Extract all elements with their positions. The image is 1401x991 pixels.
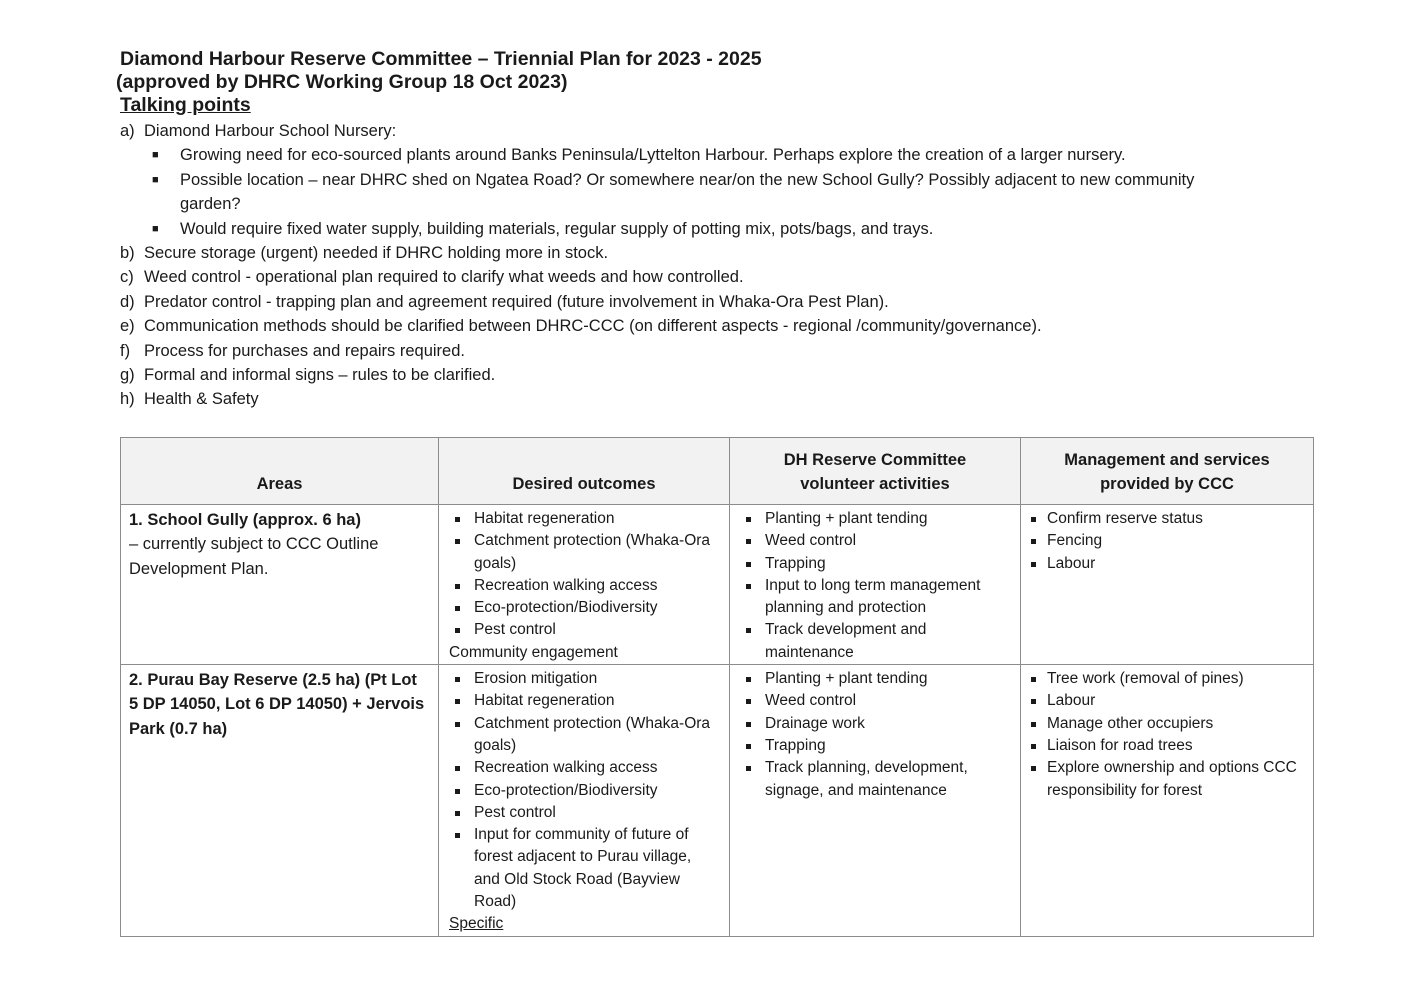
list-item — [118, 241, 1314, 265]
list-item: Pest control — [449, 619, 721, 641]
list-label: a) — [120, 122, 135, 140]
nursery-text: Possible location – near DHRC shed on Ngatea Road? Or somewhere near/on the new School Gully? Possibly adjacent to new community garden? — [180, 170, 1195, 214]
list-item — [118, 339, 1314, 363]
list-item: Trapping — [740, 735, 1012, 757]
list-item: Labour — [1029, 553, 1305, 575]
list-item — [118, 290, 1314, 314]
list-text: Formal and informal signs – rules to be clarified. — [144, 366, 496, 385]
list-text: Health & Safety — [144, 390, 259, 409]
list-label: f) — [120, 341, 131, 360]
nursery-text: Growing need for eco-sourced plants around Banks Peninsula/Lyttelton Harbour. Perhaps explore the creation of a larger nursery. — [180, 146, 1126, 165]
outcomes-trailing-text: Community engagement — [449, 643, 618, 661]
list-label: d) — [120, 292, 135, 311]
list-item: Catchment protection (Whaka-Ora goals) — [449, 713, 721, 758]
list-text: Process for purchases and repairs required. — [144, 341, 465, 360]
list-label: h) — [120, 390, 135, 409]
list-item — [118, 363, 1314, 387]
square-bullet-icon: ■ — [152, 173, 159, 186]
outcomes-trailing-text: Specific — [449, 915, 504, 933]
table-row — [121, 665, 1314, 937]
volunteer-list — [740, 508, 1012, 664]
list-item: Explore ownership and options CCC responsibility for forest — [1029, 757, 1305, 802]
square-bullet-icon: ■ — [152, 149, 159, 162]
talking-points-heading: Talking points — [120, 94, 251, 116]
volunteer-cell — [730, 505, 1021, 665]
list-text: Predator control - trapping plan and agreement required (future involvement in Whaka-Ora Pest Plan). — [144, 292, 889, 311]
outcomes-list — [449, 508, 721, 642]
list-item: Recreation walking access — [449, 575, 721, 597]
table-row — [121, 505, 1314, 665]
document-page — [118, 48, 1314, 412]
list-item — [118, 119, 1314, 143]
list-item: Catchment protection (Whaka-Ora goals) — [449, 530, 721, 575]
list-item: Weed control — [740, 530, 1012, 552]
list-item: Input for community of future of forest adjacent to Purau village, and Old Stock Road (Bayview Road) — [449, 824, 721, 913]
square-bullet-icon: ■ — [152, 222, 159, 235]
list-item: Eco-protection/Biodiversity — [449, 780, 721, 802]
outcomes-cell — [439, 665, 730, 937]
list-item — [118, 387, 1314, 411]
list-item: Erosion mitigation — [449, 668, 721, 690]
list-label: b) — [120, 244, 135, 263]
ccc-list — [1029, 668, 1305, 802]
list-item — [118, 265, 1314, 289]
area-cell — [121, 665, 439, 937]
list-item: Weed control — [740, 690, 1012, 712]
outcomes-cell — [439, 505, 730, 665]
list-item: Labour — [1029, 690, 1305, 712]
list-item: Input to long term management planning and protection — [740, 575, 1012, 620]
header-areas: Areas — [121, 438, 439, 505]
nursery-item — [152, 143, 1314, 167]
list-item: Planting + plant tending — [740, 508, 1012, 530]
list-item: Eco-protection/Biodiversity — [449, 597, 721, 619]
nursery-item — [152, 217, 1314, 241]
list-item: Trapping — [740, 553, 1012, 575]
area-name: 2. Purau Bay Reserve (2.5 ha) (Pt Lot 5 DP 14050, Lot 6 DP 14050) + Jervois Park (0.7 ha) — [129, 671, 425, 738]
plan-table — [120, 437, 1314, 937]
list-item: Planting + plant tending — [740, 668, 1012, 690]
list-item: Fencing — [1029, 530, 1305, 552]
list-label: c) — [120, 268, 134, 287]
list-label: e) — [120, 317, 135, 336]
list-item — [118, 314, 1314, 338]
area-cell — [121, 505, 439, 665]
list-text: Secure storage (urgent) needed if DHRC holding more in stock. — [144, 244, 609, 263]
list-text: Weed control - operational plan required to clarify what weeds and how controlled. — [144, 268, 744, 287]
volunteer-list — [740, 668, 1012, 802]
list-item: Habitat regeneration — [449, 508, 721, 530]
list-label: g) — [120, 366, 135, 385]
nursery-text: Would require fixed water supply, building materials, regular supply of potting mix, pots/bags, and trays. — [180, 219, 934, 238]
talking-points-list — [118, 119, 1314, 412]
list-item: Habitat regeneration — [449, 690, 721, 712]
outcomes-list — [449, 668, 721, 913]
header-ccc-services: Management and services provided by CCC — [1021, 438, 1314, 505]
list-item: Recreation walking access — [449, 757, 721, 779]
list-item: Drainage work — [740, 713, 1012, 735]
volunteer-cell — [730, 665, 1021, 937]
table-header-row — [121, 438, 1314, 505]
list-item: Track development and maintenance — [740, 619, 1012, 664]
header-desired-outcomes: Desired outcomes — [439, 438, 730, 505]
list-item: Tree work (removal of pines) — [1029, 668, 1305, 690]
document-title: Diamond Harbour Reserve Committee – Triennial Plan for 2023 - 2025 — [120, 48, 762, 70]
list-item: Manage other occupiers — [1029, 713, 1305, 735]
list-text: Communication methods should be clarified between DHRC-CCC (on different aspects - regional /community/governance). — [144, 317, 1042, 336]
document-approval-note: (approved by DHRC Working Group 18 Oct 2023) — [116, 71, 568, 93]
ccc-cell — [1021, 665, 1314, 937]
list-item: Pest control — [449, 802, 721, 824]
ccc-cell — [1021, 505, 1314, 665]
list-text: Diamond Harbour School Nursery: — [144, 122, 397, 140]
list-item: Track planning, development, signage, and maintenance — [740, 757, 1012, 802]
nursery-item — [152, 168, 1314, 217]
area-name: 1. School Gully (approx. 6 ha) — [129, 511, 361, 529]
list-item: Liaison for road trees — [1029, 735, 1305, 757]
list-item: Confirm reserve status — [1029, 508, 1305, 530]
ccc-list — [1029, 508, 1305, 575]
header-volunteer-activities: DH Reserve Committee volunteer activities — [730, 438, 1021, 505]
area-note: – currently subject to CCC Outline Development Plan. — [129, 535, 379, 578]
